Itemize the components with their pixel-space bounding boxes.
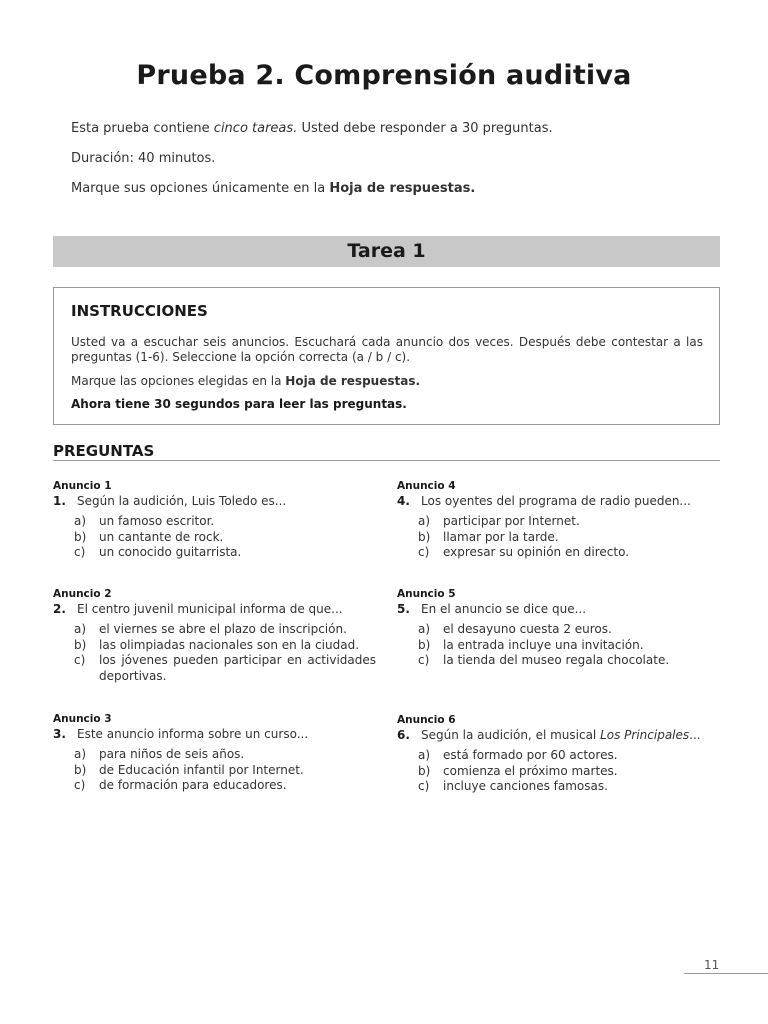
option-c (418, 545, 720, 561)
options-list (418, 748, 720, 795)
announcement-label: Anuncio 1 (53, 480, 112, 492)
task-header: Tarea 1 (53, 236, 720, 267)
question-block-4 (397, 480, 720, 561)
question-number: 2. (53, 602, 66, 616)
option-b (74, 638, 376, 654)
option-letter: b) (418, 763, 431, 778)
option-c (74, 653, 376, 684)
instructions-text: Marque las opciones elegidas en la (71, 374, 286, 388)
question-number: 5. (397, 602, 410, 616)
option-text: incluye canciones famosas. (443, 779, 608, 793)
options-list (74, 622, 376, 684)
option-letter: c) (74, 778, 86, 792)
option-letter: a) (74, 514, 87, 528)
intro-text: Marque sus opciones únicamente en la (71, 181, 330, 196)
option-text: un cantante de rock. (99, 529, 224, 544)
question-stem (397, 493, 720, 509)
option-text: las olimpiadas nacionales son en la ciudad. (99, 637, 360, 652)
option-c (74, 545, 376, 561)
question-text: El centro juvenil municipal informa de que... (77, 602, 343, 616)
question-text-end: ... (689, 728, 701, 742)
question-number: 3. (53, 727, 66, 741)
option-letter: c) (74, 653, 86, 667)
option-a (74, 514, 376, 530)
announcement-label: Anuncio 3 (53, 713, 112, 725)
question-text: Según la audición, Luis Toledo es... (77, 494, 287, 508)
option-a (418, 514, 720, 530)
instructions-bold: Hoja de respuestas. (285, 374, 421, 388)
option-text: expresar su opinión en directo. (443, 545, 630, 559)
options-list (418, 514, 720, 561)
option-b (418, 638, 720, 654)
intro-line-tasks (71, 120, 711, 138)
option-text: participar por Internet. (443, 514, 580, 528)
questions-heading: PREGUNTAS (53, 442, 155, 460)
option-letter: b) (74, 637, 87, 652)
question-stem (53, 493, 376, 509)
option-text: la entrada incluye una invitación. (443, 637, 644, 652)
question-stem (53, 601, 376, 617)
option-letter: a) (74, 747, 87, 761)
option-letter: a) (418, 514, 431, 528)
option-text: el viernes se abre el plazo de inscripción. (99, 622, 347, 636)
option-c (74, 778, 376, 794)
option-letter: b) (418, 529, 431, 544)
question-block-2 (53, 588, 376, 684)
option-a (74, 747, 376, 763)
instructions-box (53, 287, 720, 425)
question-block-1 (53, 480, 376, 561)
question-text: En el anuncio se dice que... (421, 602, 587, 616)
instructions-paragraph: Usted va a escuchar seis anuncios. Escuchará cada anuncio dos veces. Después debe contestar a las preguntas (1-6). Seleccione la opción correcta (a / b / c). (71, 335, 703, 364)
options-list (418, 622, 720, 669)
question-number: 4. (397, 494, 410, 508)
intro-emphasis: cinco tareas. (213, 121, 298, 136)
option-text: llamar por la tarde. (443, 529, 559, 544)
announcement-label: Anuncio 5 (397, 588, 456, 600)
option-b (418, 530, 720, 546)
announcement-label: Anuncio 2 (53, 588, 112, 600)
option-letter: b) (74, 762, 87, 777)
option-text: los jóvenes pueden participar en actividades deportivas. (99, 653, 376, 683)
option-text: la tienda del museo regala chocolate. (443, 653, 670, 667)
question-stem (397, 727, 720, 743)
intro-line-answers (71, 180, 711, 198)
option-text: está formado por 60 actores. (443, 748, 618, 762)
announcement-label: Anuncio 4 (397, 480, 456, 492)
intro-bold: Hoja de respuestas. (329, 181, 476, 196)
option-letter: a) (74, 622, 87, 636)
option-letter: a) (418, 622, 431, 636)
option-letter: a) (418, 748, 431, 762)
question-number: 6. (397, 728, 410, 742)
question-text: Los oyentes del programa de radio pueden... (421, 494, 691, 508)
question-stem (397, 601, 720, 617)
instructions-time-note: Ahora tiene 30 segundos para leer las preguntas. (71, 397, 407, 411)
question-block-6 (397, 714, 720, 795)
option-b (74, 530, 376, 546)
option-a (74, 622, 376, 638)
page-number: 11 (704, 958, 720, 972)
intro-text: Esta prueba contiene (71, 121, 214, 136)
option-text: un famoso escritor. (99, 514, 215, 528)
instructions-heading: INSTRUCCIONES (71, 302, 208, 320)
question-block-3 (53, 713, 376, 794)
intro-line-duration (71, 150, 711, 168)
option-text: un conocido guitarrista. (99, 545, 242, 559)
option-text: de Educación infantil por Internet. (99, 762, 304, 777)
option-a (418, 622, 720, 638)
question-stem (53, 726, 376, 742)
announcement-label: Anuncio 6 (397, 714, 456, 726)
question-number: 1. (53, 494, 66, 508)
option-letter: c) (74, 545, 86, 559)
questions-divider (53, 460, 720, 461)
question-text: Este anuncio informa sobre un curso... (77, 727, 309, 741)
option-a (418, 748, 720, 764)
options-list (74, 514, 376, 561)
instructions-mark-answers (71, 374, 703, 389)
option-b (418, 764, 720, 780)
page-number-rule (684, 973, 768, 974)
option-c (418, 779, 720, 795)
option-letter: c) (418, 653, 430, 667)
option-letter: b) (418, 637, 431, 652)
question-block-5 (397, 588, 720, 669)
option-letter: c) (418, 545, 430, 559)
musical-title: Los Principales (600, 728, 690, 742)
options-list (74, 747, 376, 794)
option-letter: c) (418, 779, 430, 793)
option-b (74, 763, 376, 779)
option-text: el desayuno cuesta 2 euros. (443, 622, 612, 636)
option-c (418, 653, 720, 669)
option-text: para niños de seis años. (99, 747, 245, 761)
intro-duration: Duración: 40 minutos. (71, 151, 216, 166)
question-text: Según la audición, el musical (421, 728, 601, 742)
page-title: Prueba 2. Comprensión auditiva (136, 60, 632, 91)
intro-text: Usted debe responder a 30 preguntas. (297, 121, 553, 136)
option-text: de formación para educadores. (99, 778, 287, 792)
option-letter: b) (74, 529, 87, 544)
option-text: comienza el próximo martes. (443, 763, 618, 778)
